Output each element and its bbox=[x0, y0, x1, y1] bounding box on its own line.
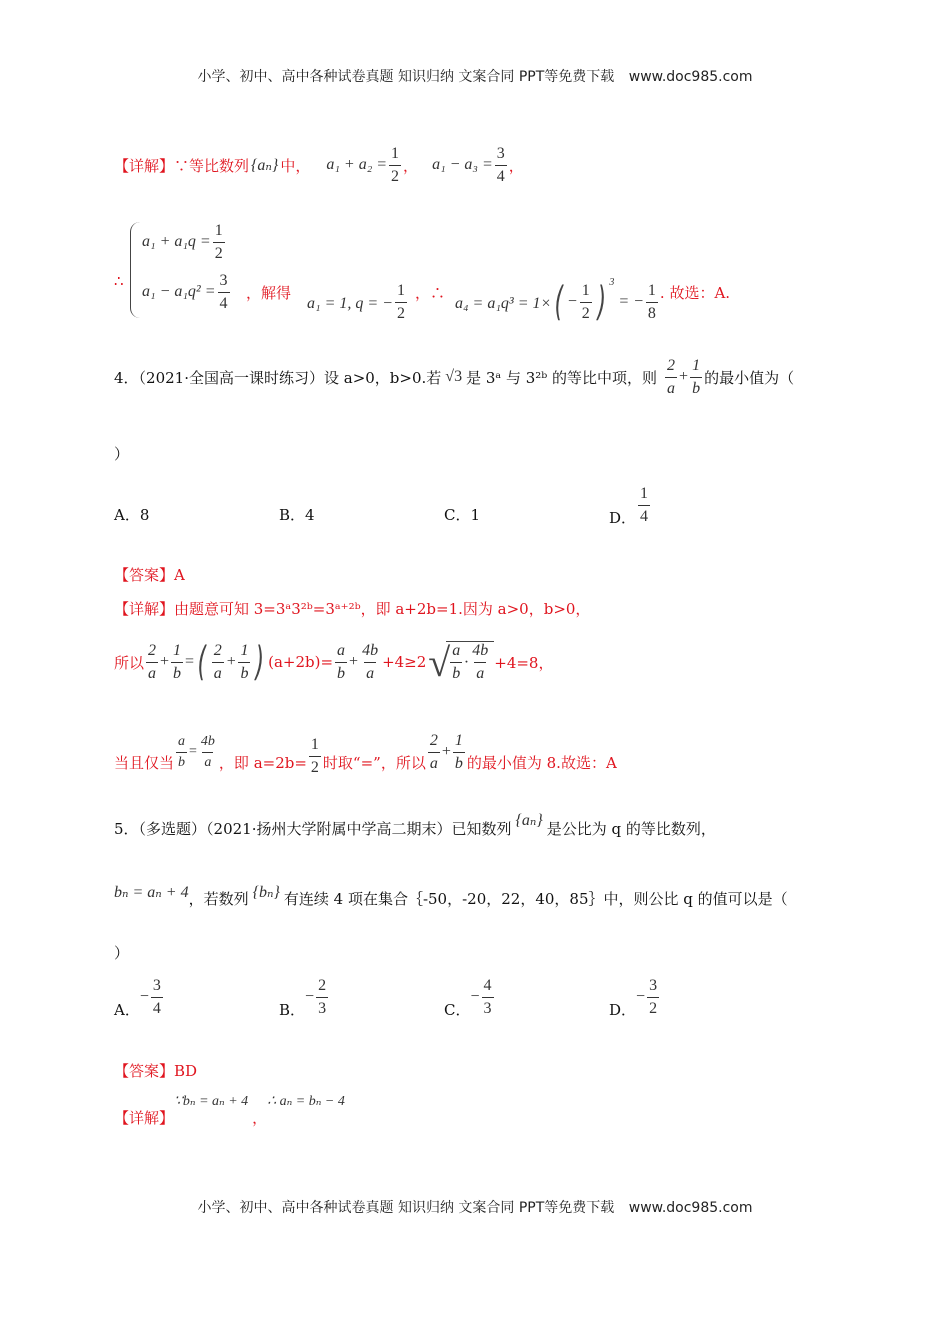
q5-stem2-end: 有连续 4 项在集合｛-50，-20，22，40，85｝中，则公比 q 的值可以是（ bbox=[283, 889, 788, 908]
q4-frac2: $\frac{1}{b}$ bbox=[692, 356, 701, 397]
q3-a4-result: $\frac{1}{8}$ bbox=[647, 281, 656, 322]
q4-detail-line2: 所以 $\frac{2}{a}$ + $\frac{1}{b}$ = ( $\frac{2}{a}$ + $\frac{1}{b}$ ) (a+2b)= $\frac{a}{b}$ + $\frac{4b}{a}$ +4≥2 √ $\frac{a}{b}$ · $\frac{4b}{a}$ +4=8， bbox=[114, 639, 554, 685]
q3-sol-fraction: $\frac{1}{2}$ bbox=[396, 281, 405, 322]
q5-detail bbox=[114, 1092, 345, 1128]
q4-close-paren: ） bbox=[114, 445, 130, 463]
q4-plus: + bbox=[679, 368, 689, 385]
q4-option-d-fraction: $\frac{1}{4}$ bbox=[640, 484, 649, 525]
header-text: 小学、初中、高中各种试卷真题 知识归纳 文案合同 PPT等免费下载 bbox=[197, 69, 615, 85]
q4-line3-mid2: 时取“=”，所以 bbox=[322, 753, 426, 772]
q3-a4-paren-group: ( − $\frac{1}{2}$ ) $^3$ bbox=[554, 276, 615, 325]
q3-therefore2: ，∴ bbox=[414, 283, 445, 302]
q4-stem-end: 的最小值为（ bbox=[704, 368, 795, 387]
q3-sol: a₁ = 1, q = − bbox=[307, 295, 393, 312]
q3-sys2-lhs: a₁ − a₁q² = bbox=[142, 283, 216, 301]
page-header bbox=[0, 66, 950, 86]
q3-jiede: ，解得 bbox=[246, 283, 292, 302]
q3-eq1-fraction: $\frac{1}{2}$ bbox=[391, 144, 400, 185]
q4-l2-frac-ab: $\frac{a}{b}$ bbox=[337, 641, 346, 682]
q3-eq2-fraction: $\frac{3}{4}$ bbox=[496, 144, 505, 185]
q5-bn-def: bₙ = aₙ + 4 bbox=[114, 884, 189, 901]
q4-l2-frac-4ba: $\frac{4b}{a}$ bbox=[362, 641, 379, 682]
q3-eq1-lhs: a₁ + a₂ = bbox=[326, 156, 388, 173]
q3-conclusion: . 故选：A. bbox=[659, 283, 731, 302]
q4-option-c: C．1 bbox=[444, 506, 481, 524]
q3-system-eq2 bbox=[142, 272, 232, 312]
q4-detail-line1: 【详解】由题意可知 3=3ᵃ3²ᵇ=3ᵃ⁺²ᵇ，即 a+2b=1.因为 a>0，b>0， bbox=[114, 600, 591, 618]
header-url[interactable]: www.doc985.com bbox=[628, 69, 753, 85]
q3-detail-label: 【详解】 bbox=[114, 156, 175, 175]
q3-solution-line bbox=[246, 262, 731, 325]
q4-stem-mid: 是 3ᵃ 与 3²ᵇ 的等比中项，则 bbox=[466, 368, 658, 387]
q5-close-paren: ） bbox=[114, 944, 130, 962]
q5-seq-an: {aₙ} bbox=[515, 812, 543, 829]
q4-l3-frac-ab: $\frac{a}{b}$ bbox=[178, 734, 186, 770]
q4-sqrt: √ $\frac{a}{b}$ · $\frac{4b}{a}$ bbox=[428, 639, 494, 686]
q4-answer: 【答案】A bbox=[114, 566, 185, 584]
q3-zhong: 中， bbox=[280, 156, 311, 175]
q5-detail-label: 【详解】 bbox=[114, 1109, 175, 1127]
footer-url[interactable]: www.doc985.com bbox=[628, 1200, 753, 1216]
q5-stem-mid: 是公比为 q 的等比数列， bbox=[546, 819, 716, 838]
q4-line2-end: +4=8， bbox=[494, 653, 554, 672]
q5-seq-bn: {bₙ} bbox=[252, 884, 280, 901]
q5-option-b: B． − $\frac{2}{3}$ bbox=[279, 976, 327, 1019]
q3-comma: ， bbox=[403, 156, 419, 175]
q4-dangqie: 当且仅当 bbox=[114, 753, 175, 772]
q4-stem-text: 4．（2021·全国高一课时练习）设 a>0，b>0.若 bbox=[114, 368, 442, 387]
q5-detail-comma: ， bbox=[252, 1109, 268, 1127]
q4-l3-frac-2a: $\frac{2}{a}$ bbox=[429, 731, 438, 772]
q4-frac1: $\frac{2}{a}$ bbox=[667, 356, 676, 397]
q4-option-d: D． $\frac{1}{4}$ bbox=[609, 484, 649, 527]
q4-l2-frac-b: $\frac{1}{b}$ bbox=[173, 641, 182, 682]
q3-a4-expr: a₄ = a₁q³ = 1× bbox=[454, 295, 552, 312]
q4-l3-frac-1b: $\frac{1}{b}$ bbox=[454, 731, 463, 772]
q4-line3-mid: ，即 a=2b= bbox=[218, 753, 307, 772]
q4-line3-end: 的最小值为 8.故选：A bbox=[466, 753, 617, 772]
q3-seq-an: {aₙ} bbox=[251, 157, 279, 174]
q5-option-a: A． − $\frac{3}{4}$ bbox=[114, 976, 161, 1019]
q4-l2-frac-a: $\frac{2}{a}$ bbox=[148, 641, 157, 682]
q5-stem bbox=[114, 808, 716, 848]
footer-text: 小学、初中、高中各种试卷真题 知识归纳 文案合同 PPT等免费下载 bbox=[197, 1200, 615, 1216]
q3-therefore: ∴ bbox=[114, 272, 124, 290]
q4-l3-frac-4ba: $\frac{4b}{a}$ bbox=[200, 734, 215, 770]
q4-line2-mid: (a+2b)= bbox=[268, 653, 334, 671]
q4-suoyi: 所以 bbox=[114, 653, 145, 672]
q3-sys1-fraction: $\frac{1}{2}$ bbox=[214, 222, 223, 262]
q3-system-eq1 bbox=[142, 222, 227, 262]
q5-option-d: D． − $\frac{3}{2}$ bbox=[609, 976, 658, 1019]
q3-detail-line1 bbox=[114, 140, 524, 190]
q5-answer: 【答案】BD bbox=[114, 1062, 198, 1080]
q3-comma-2: ， bbox=[508, 156, 524, 175]
q5-detail-math2: ∴ aₙ = bₙ − 4 bbox=[267, 1094, 345, 1109]
q3-sys2-fraction: $\frac{3}{4}$ bbox=[219, 272, 228, 312]
q3-a4-eq: = − bbox=[618, 293, 644, 310]
q3-system-brace bbox=[130, 222, 141, 318]
q4-line2-tail: +4≥2 bbox=[382, 653, 427, 671]
q5-stem2: ，若数列 bbox=[188, 889, 249, 908]
q5-stem-line2 bbox=[114, 878, 788, 918]
page-footer bbox=[0, 1197, 950, 1217]
q5-detail-math1: ∵bₙ = aₙ + 4 bbox=[174, 1094, 249, 1109]
q5-option-c: C． − $\frac{4}{3}$ bbox=[444, 976, 492, 1019]
q3-eq2-lhs: a₁ − a₃ = bbox=[432, 156, 493, 173]
q3-sys1-lhs: a₁ + a₁q = bbox=[142, 233, 211, 251]
q4-sqrt3: √3 bbox=[445, 368, 463, 385]
q5-stem-text: 5．（多选题）（2021·扬州大学附属中学高二期末）已知数列 bbox=[114, 819, 512, 838]
q4-option-a: A．8 bbox=[114, 506, 150, 524]
q4-detail-line3: 当且仅当 $\frac{a}{b}$ = $\frac{4b}{a}$ ，即 a=2b= $\frac{1}{2}$ 时取“=”，所以 $\frac{2}{a}$ + $\frac{1}{b}$ 的最小值为 8.故选：A bbox=[114, 731, 617, 776]
q4-option-b: B．4 bbox=[279, 506, 315, 524]
q3-because-text: ∵等比数列 bbox=[174, 156, 250, 175]
q4-l2-paren: ( $\frac{2}{a}$ + $\frac{1}{b}$ ) bbox=[197, 639, 265, 685]
q4-half: $\frac{1}{2}$ bbox=[310, 735, 319, 776]
q4-stem bbox=[114, 352, 794, 402]
